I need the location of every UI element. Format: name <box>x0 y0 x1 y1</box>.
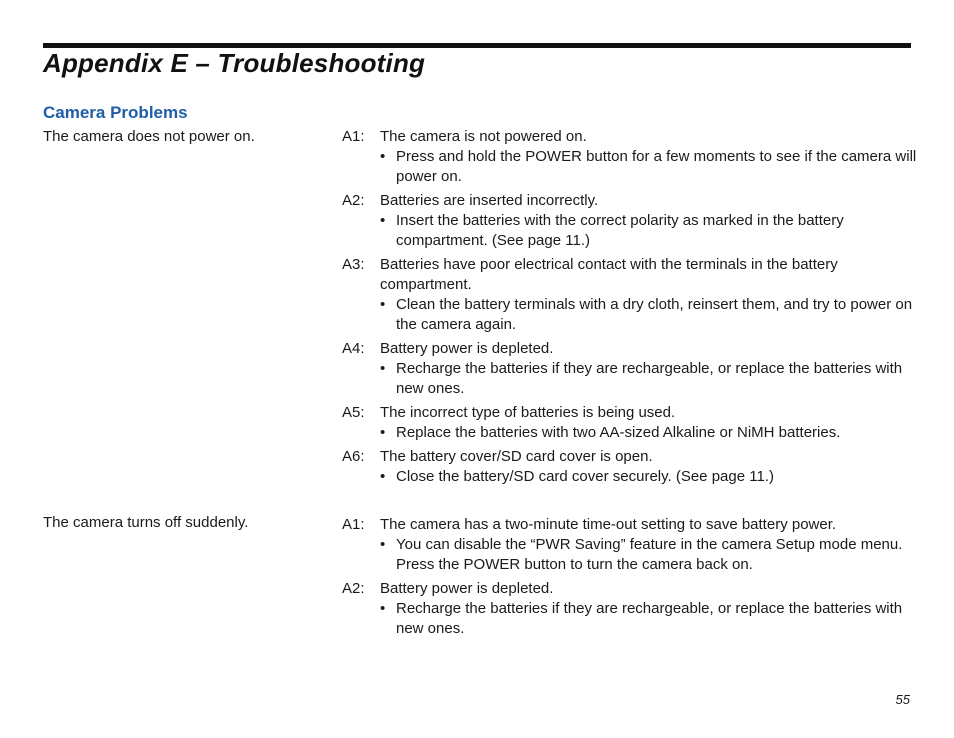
bullet-text: Close the battery/SD card cover securely. (See page 11.) <box>396 468 774 485</box>
page-number: 55 <box>895 692 910 707</box>
answer-text: Battery power is depleted. <box>380 580 554 597</box>
answer-text: Battery power is depleted. <box>380 340 554 357</box>
answer-id: A1: <box>342 128 365 145</box>
bullet-icon: • <box>380 148 386 165</box>
answer-item <box>342 255 922 335</box>
answer-text: The battery cover/SD card cover is open. <box>380 448 653 465</box>
answer-list <box>342 127 922 491</box>
answer-item <box>342 339 922 399</box>
bullet-icon: • <box>380 600 386 617</box>
answer-text: The camera has a two-minute time-out setting to save battery power. <box>380 516 837 533</box>
answer-id: A6: <box>342 448 365 465</box>
answer-id: A2: <box>342 192 365 209</box>
problem-question: The camera does not power on. <box>43 128 255 145</box>
bullet-icon: • <box>380 360 386 377</box>
answer-text: Batteries have poor electrical contact with the terminals in the battery compartment. <box>380 256 838 293</box>
answer-id: A4: <box>342 340 365 357</box>
bullet-icon: • <box>380 424 386 441</box>
answer-list <box>342 515 922 643</box>
bullet-text: Press and hold the POWER button for a few moments to see if the camera will power on. <box>396 148 917 185</box>
section-heading: Camera Problems <box>43 103 188 122</box>
answer-text: The camera is not powered on. <box>380 128 587 145</box>
bullet-text: Recharge the batteries if they are rechargeable, or replace the batteries with new ones. <box>396 360 903 397</box>
answer-item <box>342 447 922 487</box>
bullet-icon: • <box>380 536 386 553</box>
answer-text: Batteries are inserted incorrectly. <box>380 192 599 209</box>
answer-text: The incorrect type of batteries is being used. <box>380 404 676 421</box>
bullet-text: Insert the batteries with the correct polarity as marked in the battery compartment. (See page 11.) <box>396 212 844 249</box>
bullet-text: Recharge the batteries if they are rechargeable, or replace the batteries with new ones. <box>396 600 903 637</box>
bullet-icon: • <box>380 212 386 229</box>
problem-question: The camera turns off suddenly. <box>43 514 249 531</box>
answer-id: A2: <box>342 580 365 597</box>
answer-item <box>342 515 922 575</box>
page-title: Appendix E – Troubleshooting <box>43 48 426 78</box>
bullet-icon: • <box>380 296 386 313</box>
answer-item <box>342 579 922 639</box>
answer-id: A3: <box>342 256 365 273</box>
answer-id: A5: <box>342 404 365 421</box>
answer-item <box>342 127 922 187</box>
answer-item <box>342 403 922 443</box>
bullet-icon: • <box>380 468 386 485</box>
answer-id: A1: <box>342 516 365 533</box>
bullet-text: You can disable the “PWR Saving” feature in the camera Setup mode menu. Press the POWER button to turn the camera back on. <box>396 536 903 573</box>
bullet-text: Clean the battery terminals with a dry cloth, reinsert them, and try to power on the camera again. <box>396 296 913 333</box>
bullet-text: Replace the batteries with two AA-sized Alkaline or NiMH batteries. <box>396 424 841 441</box>
answer-item <box>342 191 922 251</box>
